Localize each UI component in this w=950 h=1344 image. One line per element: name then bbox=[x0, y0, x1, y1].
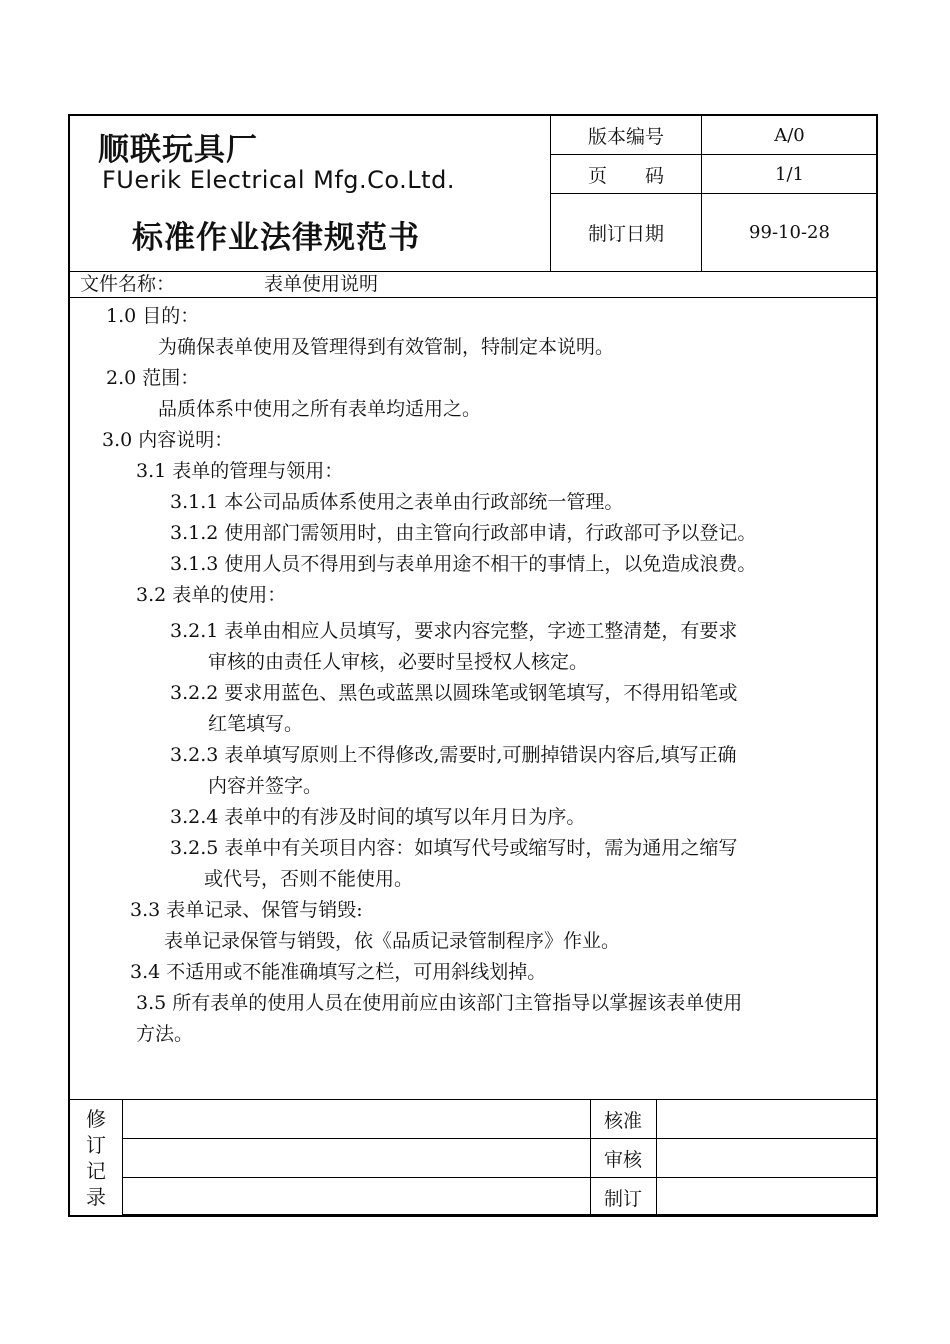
body-line: 表单记录保管与销毁，依《品质记录管制程序》作业。 bbox=[164, 930, 621, 952]
revision-row-review bbox=[122, 1139, 876, 1178]
body-line: 为确保表单使用及管理得到有效管制，特制定本说明。 bbox=[158, 336, 615, 358]
body-line: 3.1.2 使用部门需领用时，由主管向行政部申请，行政部可予以登记。 bbox=[170, 522, 757, 544]
revision-signature-cell[interactable] bbox=[656, 1100, 876, 1138]
body-line: 审核的由责任人审核，必要时呈授权人核定。 bbox=[208, 651, 589, 673]
body-line: 方法。 bbox=[136, 1023, 194, 1045]
info-value: 1/1 bbox=[775, 163, 804, 185]
body-line: 3.2.4 表单中的有涉及时间的填写以年月日为序。 bbox=[170, 806, 586, 828]
revision-table bbox=[70, 1099, 876, 1216]
body-line: 内容并签字。 bbox=[208, 775, 323, 797]
body-line: 3.1.3 使用人员不得用到与表单用途不相干的事情上，以免造成浪费。 bbox=[170, 553, 757, 575]
section-heading: 1.0 目的： bbox=[106, 305, 200, 327]
revision-label-char: 记 bbox=[86, 1159, 106, 1183]
body-line: 或代号，否则不能使用。 bbox=[204, 868, 414, 890]
revision-key: 审核 bbox=[590, 1139, 657, 1177]
body-line: 3.2.2 要求用蓝色、黑色或蓝黑以圆珠笔或钢笔填写，不得用铅笔或 bbox=[170, 682, 738, 704]
subsection-heading: 3.5 所有表单的使用人员在使用前应由该部门主管指导以掌握该表单使用 bbox=[136, 992, 743, 1014]
info-row-page bbox=[551, 155, 877, 194]
info-value: A/0 bbox=[774, 124, 805, 146]
revision-key: 制订 bbox=[590, 1178, 657, 1216]
body-line: 品质体系中使用之所有表单均适用之。 bbox=[158, 398, 482, 420]
body-line: 3.2.5 表单中有关项目内容：如填写代号或缩写时，需为通用之缩写 bbox=[170, 837, 738, 859]
revision-signature-cell[interactable] bbox=[656, 1139, 876, 1177]
document-header bbox=[70, 116, 876, 272]
info-label: 页 码 bbox=[551, 155, 702, 193]
body-line: 3.1.1 本公司品质体系使用之表单由行政部统一管理。 bbox=[170, 491, 624, 513]
header-left bbox=[70, 116, 550, 271]
document-title: 标准作业法律规范书 bbox=[132, 220, 420, 256]
info-value: 99-10-28 bbox=[749, 222, 830, 243]
subsection-heading: 3.4 不适用或不能准确填写之栏，可用斜线划掉。 bbox=[130, 961, 547, 983]
body-line: 红笔填写。 bbox=[208, 713, 304, 735]
subsection-heading: 3.1 表单的管理与领用： bbox=[136, 460, 344, 482]
body-line: 3.2.1 表单由相应人员填写，要求内容完整，字迹工整清楚，有要求 bbox=[170, 620, 738, 642]
revision-signature-cell[interactable] bbox=[656, 1178, 876, 1216]
revision-note-cell[interactable] bbox=[122, 1100, 591, 1138]
subsection-heading: 3.2 表单的使用： bbox=[136, 584, 287, 606]
table-bottom-border bbox=[122, 1214, 878, 1217]
subsection-heading: 3.3 表单记录、保管与销毁: bbox=[130, 899, 363, 921]
revision-label-char: 订 bbox=[86, 1133, 106, 1157]
body-line: 3.2.3 表单填写原则上不得修改,需要时,可删掉错误内容后,填写正确 bbox=[170, 744, 737, 766]
info-row-version bbox=[551, 116, 877, 155]
company-name-en: FUerik Electrical Mfg.Co.Ltd. bbox=[102, 166, 455, 194]
revision-label bbox=[70, 1100, 123, 1216]
header-info-table bbox=[550, 116, 877, 271]
revision-label-char: 录 bbox=[86, 1185, 106, 1209]
revision-note-cell[interactable] bbox=[122, 1139, 591, 1177]
company-name-cn: 顺联玩具厂 bbox=[98, 132, 258, 168]
section-heading: 2.0 范围： bbox=[106, 367, 200, 389]
file-name-value: 表单使用说明 bbox=[264, 273, 379, 295]
file-name-label: 文件名称： bbox=[80, 273, 176, 295]
info-label: 制订日期 bbox=[551, 194, 702, 271]
revision-row-approve bbox=[122, 1100, 876, 1139]
document-frame bbox=[68, 114, 878, 1217]
revision-key: 核准 bbox=[590, 1100, 657, 1138]
info-row-date bbox=[551, 194, 877, 271]
revision-label-char: 修 bbox=[86, 1107, 106, 1131]
file-name-row bbox=[70, 271, 876, 298]
info-label: 版本编号 bbox=[551, 116, 702, 154]
revision-row-prepare bbox=[122, 1178, 876, 1216]
section-heading: 3.0 内容说明： bbox=[102, 429, 234, 451]
revision-note-cell[interactable] bbox=[122, 1178, 591, 1216]
